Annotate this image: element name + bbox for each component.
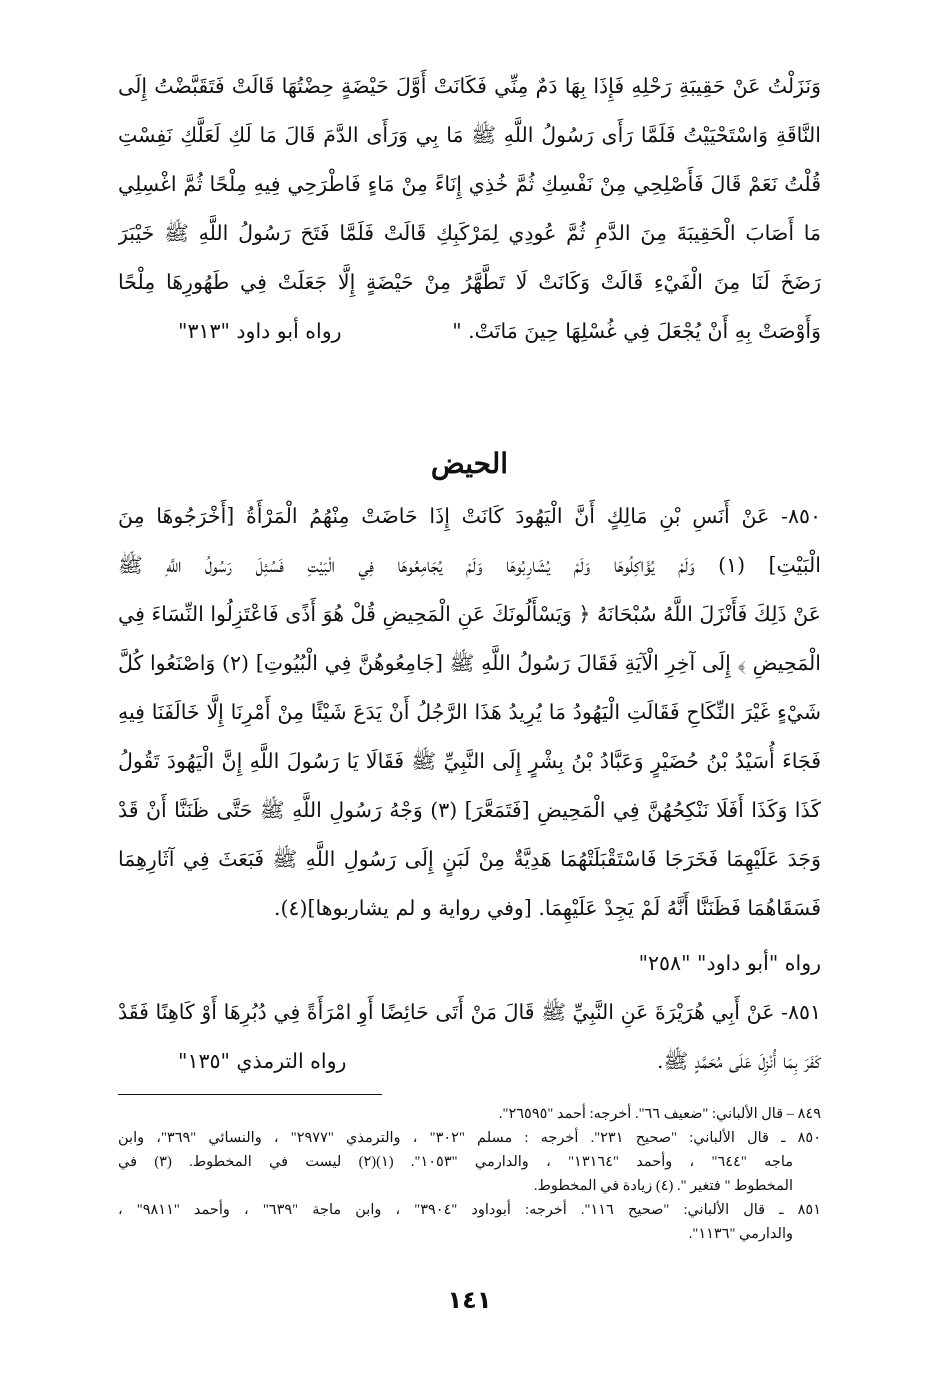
- footnote-divider: [118, 1094, 382, 1095]
- text-line: وَجَدَ عَلَيْهِمَا فَخَرَجَا فَاسْتَقْبَلَتْهُمَا هَدِيَّةٌ مِنْ لَبَنٍ إِلَى رَسُولِ اللَّهِ ﷺ فَبَعَثَ فِي آثَارِهِمَا: [118, 847, 821, 871]
- text-line: عَنْ ذَلِكَ فَأَنْزَلَ اللَّهُ سُبْحَانَهُ ﴿ وَيَسْأَلُونَكَ عَنِ الْمَحِيضِ قُلْ هُوَ أَذًى فَاعْتَزِلُوا النِّسَاءَ فِي: [118, 602, 821, 626]
- text-line: ٨٥٠- عَنْ أَنَسِ بْنِ مَالِكٍ أَنَّ الْيَهُودَ كَانَتْ إِذَا حَاضَتْ مِنْهُمُ الْمَرْأَةُ [أَخْرَجُوهَا مِنَ: [118, 504, 821, 528]
- page-number: ١٤١: [447, 1286, 492, 1314]
- footnote-line: والدارمي "١١٣٦".: [688, 1226, 793, 1242]
- footnote-line: ٨٥٠ ـ قال الألباني: "صحيح ٢٣١". أخرجه : مسلم "٣٠٢" ، والترمذي "٢٩٧٧" ، والنسائي "٣٦٩"، وابن: [118, 1130, 821, 1146]
- top-passage: [118, 62, 821, 356]
- source-citation: رواه الترمذي "١٣٥": [178, 1049, 347, 1073]
- text-line: فَسَقَاهُمَا فَظَنَنَّا أَنَّهُ لَمْ يَجِدْ عَلَيْهِمَا. [وفي رواية و لم يشاربوها](٤).: [273, 896, 821, 920]
- text-line: وَأَوْصَتْ بِهِ أَنْ يُجْعَلَ فِي غُسْلِهَا حِينَ مَاتَتْ. ": [452, 319, 821, 343]
- footnote-line: ٨٤٩ – قال الألباني: "ضعيف ٦٦". أخرجه: أحمد "٢٦٥٩٥".: [498, 1106, 821, 1122]
- text-line: الْمَحِيضِ ﴾ إِلَى آخِرِ الْآيَةِ فَقَالَ رَسُولُ اللَّهِ ﷺ [جَامِعُوهُنَّ فِي الْبُيُوتِ] (٢) وَاصْنَعُوا كُلَّ: [118, 651, 821, 675]
- text-line: وَنَزَلْتُ عَنْ حَقِيبَةِ رَحْلِهِ فَإِذَا بِهَا دَمٌ مِنِّي فَكَانَتْ أَوَّلَ حَيْضَةٍ حِضْتُهَا قَالَتْ فَتَقَبَّضْتُ إِلَى: [118, 74, 821, 98]
- footnote-line: ماجه "٦٤٤" ، وأحمد "١٣١٦٤" ، والدارمي "١٠٥٣". (١)(٢) ليست في المخطوط. (٣) في: [118, 1154, 794, 1170]
- text-line: رَضَخَ لَنَا مِنَ الْفَيْءِ قَالَتْ وَكَانَتْ لَا تَطَّهَّرُ مِنْ حَيْضَةٍ إِلَّا جَعَلَتْ فِي طَهُورِهَا مِلْحًا: [118, 270, 821, 294]
- footnotes: [118, 1102, 821, 1246]
- text-line: فَجَاءَ أُسَيْدُ بْنُ حُضَيْرٍ وَعَبَّادُ بْنُ بِشْرٍ إِلَى النَّبِيِّ ﷺ فَقَالَا يَا رَسُولَ اللَّهِ إِنَّ الْيَهُودَ تَقُولُ: [118, 749, 821, 773]
- source-citation: رواه "أبو داود" "٢٥٨": [638, 951, 821, 975]
- footnote-line: المخطوط " فتغير ". (٤) زيادة في المخطوط.: [533, 1178, 793, 1194]
- text-line: كَفَرَ بِمَا أُنْزِلَ عَلَى مُحَمَّدٍ ﷺ.: [656, 1049, 821, 1073]
- text-line: كَذَا وَكَذَا أَفَلَا نَنْكِحُهُنَّ فِي الْمَحِيضِ [فَتَمَعَّرَ] (٣) وَجْهُ رَسُولِ اللَّهِ ﷺ حَتَّى ظَنَنَّا أَنْ قَدْ: [118, 798, 821, 822]
- text-line: مَا أَصَابَ الْحَقِيبَةَ مِنَ الدَّمِ ثُمَّ عُودِي لِمَرْكَبِكِ قَالَتْ فَلَمَّا فَتَحَ رَسُولُ اللَّهِ ﷺ خَيْبَرَ: [118, 221, 821, 245]
- text-line-with-source: [118, 307, 821, 356]
- text-line: قُلْتُ نَعَمْ قَالَ فَأَصْلِحِي مِنْ نَفْسِكِ ثُمَّ خُذِي إِنَاءً مِنْ مَاءٍ فَاطْرَحِي فِيهِ مِلْحًا ثُمَّ اغْسِلِي: [118, 172, 821, 196]
- text-line: شَيْءٍ غَيْرَ النِّكَاحِ فَقَالَتِ الْيَهُودُ مَا يُرِيدُ هَذَا الرَّجُلُ أَنْ يَدَعَ شَيْئًا مِنْ أَمْرِنَا إِلَّا خَالَفَنَا فِيهِ: [118, 700, 821, 724]
- text-line: النَّاقَةِ وَاسْتَحْيَيْتُ فَلَمَّا رَأَى رَسُولُ اللَّهِ ﷺ مَا بِي وَرَأَى الدَّمَ قَالَ مَا لَكِ لَعَلَّكِ نَفِسْتِ: [118, 123, 821, 147]
- hadith-850: [118, 492, 821, 988]
- section-heading: الحيض: [430, 447, 509, 480]
- footnote-line: ٨٥١ ـ قال الألباني: "صحيح ١١٦". أخرجه: أبوداود "٣٩٠٤" ، وابن ماجة "٦٣٩" ، وأحمد "٩٨١١" ،: [118, 1202, 821, 1218]
- hadith-851: [118, 988, 821, 1086]
- text-line: ٨٥١- عَنْ أَبِي هُرَيْرَةَ عَنِ النَّبِيِّ ﷺ قَالَ مَنْ أَتَى حَائِضًا أَوِ امْرَأَةً فِي دُبُرِهَا أَوْ كَاهِنًا فَقَدْ: [118, 1000, 821, 1024]
- text-line: الْبَيْتِ] (١) وَلَمْ يُؤَاكِلُوهَا وَلَمْ يُشَارِبُوهَا وَلَمْ يُجَامِعُوهَا فِي الْبَيْتِ فَسُئِلَ رَسُولُ اللَّهِ ﷺ: [118, 553, 821, 577]
- text-line-with-source: [118, 1037, 821, 1086]
- source-citation: رواه أبو داود "٣١٣": [178, 319, 342, 343]
